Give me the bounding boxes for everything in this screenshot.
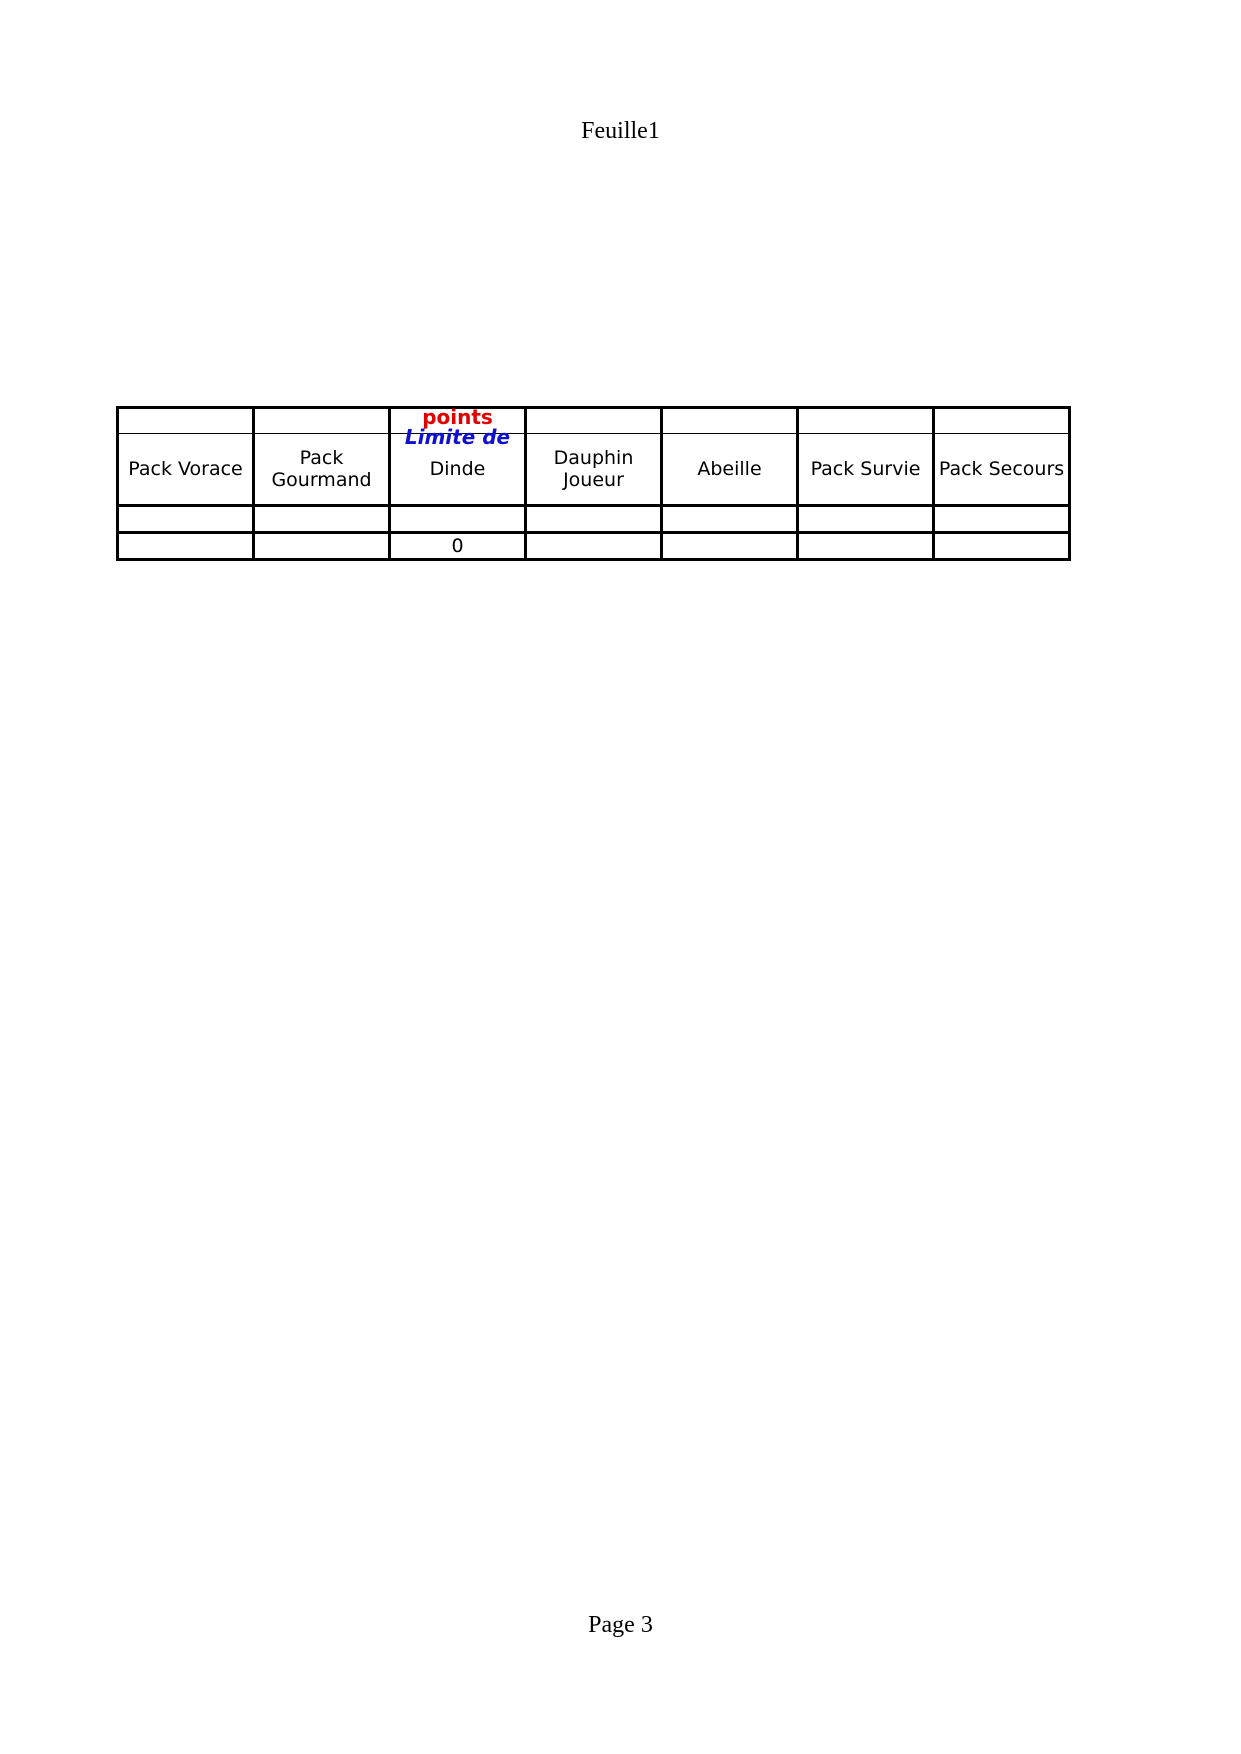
table-cell (526, 533, 662, 560)
column-header: Pack Secours (934, 434, 1070, 506)
page-header: Feuille1 (581, 118, 660, 144)
table-cell (254, 408, 390, 434)
table-cell (934, 506, 1070, 533)
page-footer: Page 3 (588, 1612, 653, 1638)
column-header: Abeille (662, 434, 798, 506)
table-cell (254, 533, 390, 560)
table-row (118, 506, 1070, 533)
table-header-row (118, 434, 1070, 506)
table-cell (662, 533, 798, 560)
table-cell (526, 408, 662, 434)
table-cell-points (390, 405, 526, 449)
table-cell (934, 408, 1070, 434)
points-label: points (422, 405, 493, 429)
column-header: Dauphin Joueur (526, 434, 662, 506)
column-header: Pack Survie (798, 434, 934, 506)
table-cell (118, 506, 254, 533)
table-cell (798, 533, 934, 560)
table-cell (526, 506, 662, 533)
column-header: Dinde (390, 434, 526, 506)
table-cell (662, 408, 798, 434)
limit-label: Limite de (404, 425, 511, 449)
table-cell (798, 408, 934, 434)
spreadsheet-table (116, 406, 1071, 561)
column-header: Pack Vorace (118, 434, 254, 506)
table-cell (934, 533, 1070, 560)
table-cell (662, 506, 798, 533)
table-cell (254, 506, 390, 533)
table-row (118, 408, 1070, 434)
table-row (118, 533, 1070, 560)
table-cell (118, 408, 254, 434)
table-cell (390, 506, 526, 533)
column-header: Pack Gourmand (254, 434, 390, 506)
table-cell (118, 533, 254, 560)
table-cell (798, 506, 934, 533)
table-cell: 0 (390, 533, 526, 560)
